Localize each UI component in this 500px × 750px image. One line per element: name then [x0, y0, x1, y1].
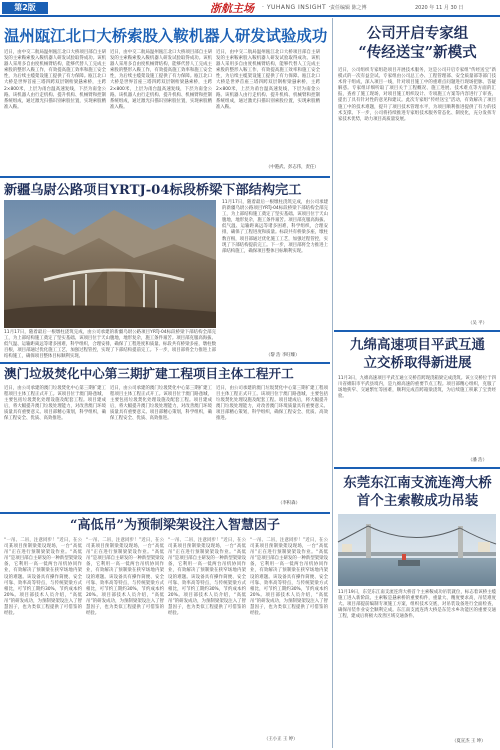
- article-body: 11月19日，东莞东江南支流连湾大桥首个主索鞍成功吊装就位，标志着该桥主缆施工进入新阶段。主索鞍是悬索桥的重要构件，重量大、精度要求高，吊装难度大。项目部提前编制专项施工方案，组织技术交底，对吊装设备进行全面检查，确保吊装作业安全顺利完成。东江南支流连湾大桥是东莞水乡功能区的重要交通工程，建成后将极大改善区域交通条件。: [338, 590, 496, 620]
- section-divider: [334, 467, 500, 469]
- article-body-col3: “一吊、二吊，注意同步！”近日，在公司某项目预制梁架设现场，一台“高低吊”正在进行预制梁架设作业。“高低吊”是项目部自主研发的一种新型架梁设备，它利用一高一低两台吊机协同作业，有效解决了预制梁在狭窄场地内架设的难题。该设备具有操作简便、安全可靠、效率高等特点，与传统架梁方式相比，可节约工期约30%，节约成本约20%。项目部技术人员介绍，“高低吊”的研发成功，为预制梁架设注入了智慧因子，也为类似工程提供了可借鉴的经验。: [168, 538, 246, 617]
- article-body-col2: “一吊、二吊，注意同步！”近日，在公司某项目预制梁架设现场，一台“高低吊”正在进行预制梁架设作业。“高低吊”是项目部自主研发的一种新型架梁设备，它利用一高一低两台吊机协同作业，有效解决了预制梁在狭窄场地内架设的难题。该设备具有操作简便、安全可靠、效率高等特点，与传统架梁方式相比，可节约工期约30%，节约成本约20%。项目部技术人员介绍，“高低吊”的研发成功，为预制梁架设注入了智慧因子，也为类似工程提供了可借鉴的经验。: [86, 538, 164, 617]
- article-body-col3: 近日，由公司承建的澳门垃圾焚化中心第三期扩建工程项目主体工程正式开工。该项目位于澳门路氹城，主要包括垃圾焚化处理设施及配套工程。项目建成后，将大幅提升澳门垃圾处理能力，对改善澳门环境质量具有重要意义。项目部精心策划，科学组织，确保工程安全、优质、高效推进。: [216, 386, 328, 422]
- article-headline: “高低吊”为预制梁架设注入智慧因子: [70, 518, 280, 533]
- section-name: · YUHANG INSIGHT ·: [262, 4, 332, 11]
- article-headline: 新疆乌尉公路项目YRTJ-04标段桥梁下部结构完工: [4, 183, 302, 198]
- section-divider: [0, 512, 330, 514]
- article-body-col2: 近日，由中交二航局温州瓯江北口大桥项目部自主研发的主索鞍索股入鞍机器人研发试验取得成功。该机器人采用多自由度机械臂结构，能够代替人工完成主索股的整形入鞍工作，有效提高施工效率和施工安全性，为后续主缆架设施工提供了有力保障。瓯江北口大桥是世界首座三塔四跨双层钢桁梁悬索桥，主跨2×800米，上层为甬台温高速复线，下层为南金公路。该机器人由行走机构、提升机构、机械臂和控制系统组成，通过激光扫描识别索股位置，实现索股精准入鞍。: [110, 50, 212, 110]
- article-byline: （李积森）: [278, 501, 300, 506]
- article-body: 近日，由中交二航局温州瓯江北口大桥项目部自主研发的主索鞍索股入鞍机器人研发试验取得成功。该机器人采用多自由度机械臂结构，能够代替人工完成主索股的整形入鞍工作，有效提高施工效率和施工安全性，为后续主缆架设施工提供了有力保障。瓯江北口大桥是世界首座三塔四跨双层钢桁梁悬索桥，主跨2×800米，上层为甬台温高速复线，下层为南金公路。该机器人由行走机构、提升机构、机械臂和控制系统组成，通过激光扫描识别索股位置，实现索股精准入鞍。: [4, 50, 106, 110]
- mountain-bridge-photo: [4, 200, 216, 328]
- section-divider: [0, 362, 330, 364]
- article-body-bottom: 11月17日，随着最后一根墩柱浇筑完成，由公司承建的新疆乌尉公路项目YRTJ-04标段桥梁下部结构全部完工，为上部结构施工奠定了坚实基础。该项目位于天山腹地，地形复杂，施工条件艰苦。项目部克服高海拔、低气温、运输距离远等诸多困难，科学组织，合理安排，确保了工程进度和质量。标段共有桥梁多座，墩柱数百根，项目部通过优化施工工艺，加强过程管控，实现了下部结构提前完工。下一步，项目部将全力推进上部结构施工，确保项目整体目标顺利实现。: [4, 330, 216, 360]
- article-headline: 公司开启专家组 “传经送宝”新模式: [358, 25, 477, 61]
- article-body: 近日，公司组织专家组赴项目开展技术服务，这是公司开启专家组“传经送宝”新模式的一次有益尝试。专家组由公司总工办、工程管理部、安全质量部等部门技术骨干组成，深入项目一线，针对项目施工中的重难点问题进行现场把脉、答疑解惑。专家组详细听取了项目关于工程概况、施工进展、技术难点等方面的汇报，查看了施工现场，对项目施工组织设计、专项施工方案等内容进行了审查，提出了具有针对性的意见和建议。此次专家组“传经送宝”活动，有效解决了项目施工中的技术难题，提升了项目技术管理水平，为项目顺利推进提供了有力的技术支撑。下一步，公司将持续推进专家组技术服务常态化、制度化，充分发挥专家技术优势，助力项目高质量发展。: [338, 68, 496, 122]
- article-byline: （潘 浩）: [468, 458, 487, 463]
- column-divider: [332, 18, 333, 748]
- article-body: 近日，由公司承建的澳门垃圾焚化中心第三期扩建工程项目主体工程正式开工。该项目位于澳门路氹城，主要包括垃圾焚化处理设施及配套工程。项目建成后，将大幅提升澳门垃圾处理能力，对改善澳门环境质量具有重要意义。项目部精心策划，科学组织，确保工程安全、优质、高效推进。: [4, 386, 106, 422]
- article-body-col2: 近日，由公司承建的澳门垃圾焚化中心第三期扩建工程项目主体工程正式开工。该项目位于澳门路氹城，主要包括垃圾焚化处理设施及配套工程。项目建成后，将大幅提升澳门垃圾处理能力，对改善澳门环境质量具有重要意义。项目部精心策划，科学组织，确保工程安全、优质、高效推进。: [110, 386, 212, 422]
- editor-name: 责任编辑 陈之博: [330, 5, 367, 11]
- issue-date: 2020 年 11 月 30 日: [415, 5, 464, 11]
- header-rule: [0, 15, 500, 17]
- article-body-col3: 近日，由中交二航局温州瓯江北口大桥项目部自主研发的主索鞍索股入鞍机器人研发试验取得成功。该机器人采用多自由度机械臂结构，能够代替人工完成主索股的整形入鞍工作，有效提高施工效率和施工安全性，为后续主缆架设施工提供了有力保障。瓯江北口大桥是世界首座三塔四跨双层钢桁梁悬索桥，主跨2×800米，上层为甬台温高速复线，下层为南金公路。该机器人由行走机构、提升机构、机械臂和控制系统组成，通过激光扫描识别索股位置，实现索股精准入鞍。: [216, 50, 320, 110]
- article-body-col4: “一吊、二吊，注意同步！”近日，在公司某项目预制梁架设现场，一台“高低吊”正在进行预制梁架设作业。“高低吊”是项目部自主研发的一种新型架梁设备，它利用一高一低两台吊机协同作业，有效解决了预制梁在狭窄场地内架设的难题。该设备具有操作简便、安全可靠、效率高等特点，与传统架梁方式相比，可节约工期约30%，节约成本约20%。项目部技术人员介绍，“高低吊”的研发成功，为预制梁架设注入了智慧因子，也为类似工程提供了可借鉴的经验。: [250, 538, 328, 617]
- article-headline: 澳门垃圾焚化中心第三期扩建工程项目主体工程开工: [4, 366, 294, 381]
- article-headline: 九绵高速项目平武互通 立交桥取得新进展: [350, 337, 485, 371]
- article-byline: （夏宣杰 王 坤）: [452, 739, 486, 744]
- article-body: 11月17日，随着最后一根墩柱浇筑完成，由公司承建的新疆乌尉公路项目YRTJ-04标段桥梁下部结构全部完工，为上部结构施工奠定了坚实基础。该项目位于天山腹地，地形复杂，施工条件艰苦。项目部克服高海拔、低气温、运输距离远等诸多困难，科学组织，合理安排，确保了工程进度和质量。标段共有桥梁多座，墩柱数百根，项目部通过优化施工工艺，加强过程管控，实现了下部结构提前完工。下一步，项目部将全力推进上部结构施工，确保项目整体目标顺利实现。: [222, 200, 328, 254]
- page-number-badge: 第2版: [2, 2, 48, 14]
- article-byline: （黎 浩 李旺臻）: [266, 353, 300, 358]
- section-divider: [334, 330, 500, 332]
- article-headline: 温州瓯江北口大桥索股入鞍机器人研发试验成功: [4, 27, 328, 45]
- article-byline: （王小正 王 婷）: [264, 737, 298, 742]
- article-byline: （中港武、彭志伟，责任）: [266, 165, 319, 170]
- masthead-brand: 浙航主场: [210, 2, 254, 15]
- section-divider: [0, 176, 330, 178]
- article-headline: 东莞东江南支流连湾大桥 首个主索鞍成功吊装: [343, 475, 492, 509]
- article-body: 11月3日，九绵高速项目平武互通立交桥首跨现浇箱梁完成浇筑。该立交桥位于四川省绵阳市平武县境内，是九绵高速的重要节点工程。项目部精心组织，克服了场地狭窄、交通繁忙等困难，顺利完成首跨箱梁浇筑，为后续施工积累了宝贵经验。: [338, 376, 496, 400]
- article-body: “一吊、二吊，注意同步！”近日，在公司某项目预制梁架设现场，一台“高低吊”正在进行预制梁架设作业。“高低吊”是项目部自主研发的一种新型架梁设备，它利用一高一低两台吊机协同作业，有效解决了预制梁在狭窄场地内架设的难题。该设备具有操作简便、安全可靠、效率高等特点，与传统架梁方式相比，可节约工期约30%，节约成本约20%。项目部技术人员介绍，“高低吊”的研发成功，为预制梁架设注入了智慧因子，也为类似工程提供了可借鉴的经验。: [4, 538, 82, 617]
- suspension-bridge-photo: [338, 514, 496, 586]
- article-byline: （吴 平）: [468, 321, 487, 326]
